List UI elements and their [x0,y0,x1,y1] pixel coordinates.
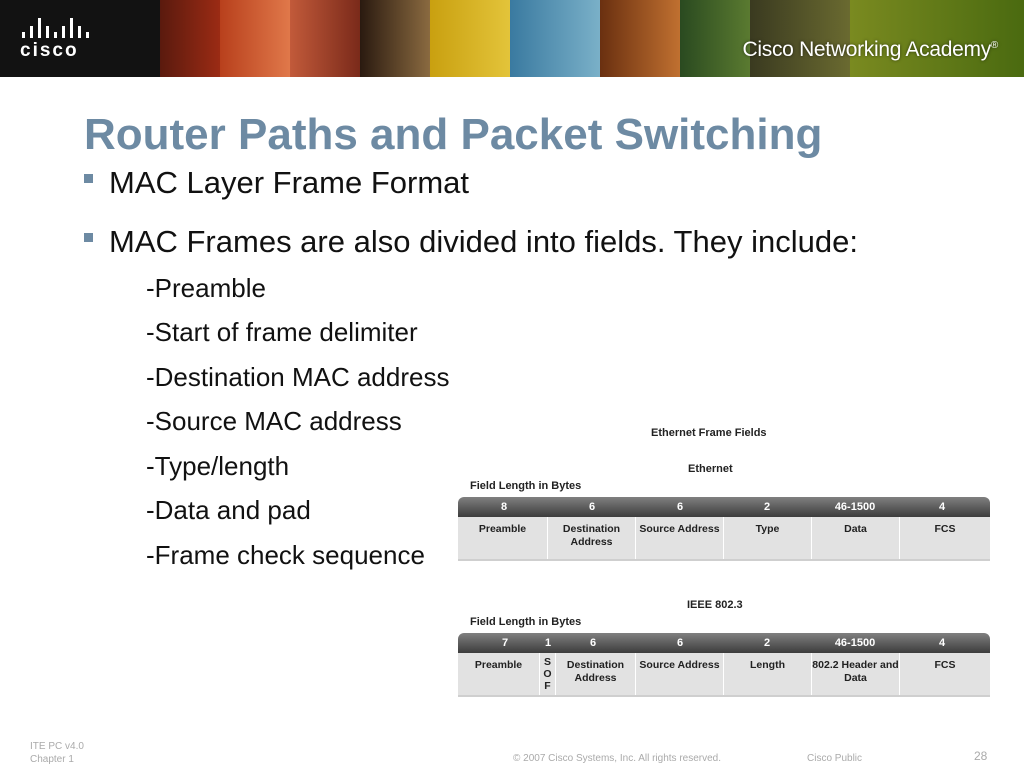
ieee-field-row [458,653,990,697]
length-value: 4 [938,637,946,649]
ieee-label: IEEE 802.3 [687,599,743,611]
length-value: 46-1500 [834,637,876,649]
length-value: 1 [544,637,552,649]
ethernet-label: Ethernet [688,463,733,475]
length-value: 2 [763,637,771,649]
classification-text: Cisco Public [807,753,863,764]
logo-text: cisco [20,40,79,61]
cisco-bridge-icon [22,18,92,38]
length-value: 6 [589,637,597,649]
diagram-title: Ethernet Frame Fields [651,427,767,439]
cisco-logo [0,0,160,77]
field-length-label: Field Length in Bytes [470,480,582,492]
bullet-square-icon [84,233,93,242]
length-value: 6 [676,501,684,513]
field-cell: Source Address [636,653,724,695]
ethernet-frame-diagram [458,420,990,710]
length-value: 6 [676,637,684,649]
bullet-item: MAC Frames are also divided into fields. They include: [84,224,858,260]
field-cell: Destination Address [556,653,636,695]
length-value: 6 [588,501,596,513]
sub-item: -Type/length [146,451,290,481]
field-cell: Length [724,653,812,695]
academy-logo: Cisco Networking Academy® [742,38,998,61]
sub-item: -Source MAC address [146,406,402,436]
length-value: 46-1500 [834,501,876,513]
field-cell: Source Address [636,517,724,559]
sub-item: -Data and pad [146,495,311,525]
field-cell: Preamble [458,653,540,695]
length-value: 2 [763,501,771,513]
sub-item: -Destination MAC address [146,362,450,392]
copyright-text: © 2007 Cisco Systems, Inc. All rights reserved. [513,753,722,764]
ieee-length-bar [458,633,990,653]
header-banner [0,0,1024,77]
field-cell: Preamble [458,517,548,559]
page-number: 28 [974,749,988,763]
sof-cell: S O F [540,653,556,695]
chapter-label: Chapter 1 [30,754,74,765]
ethernet-field-row [458,517,990,561]
slide-title: Router Paths and Packet Switching [84,110,823,159]
field-cell: FCS [934,523,956,535]
field-cell: Destination Address [548,517,636,559]
field-length-label: Field Length in Bytes [470,616,582,628]
sub-item: -Preamble [146,273,266,303]
field-cell: Type [724,517,812,559]
footer-course-info [30,740,84,766]
length-value: 7 [501,637,509,649]
ethernet-length-bar [458,497,990,517]
field-cell: FCS [934,659,956,671]
length-value: 8 [500,501,508,513]
bullet-item: MAC Layer Frame Format [84,165,469,201]
bullet-square-icon [84,174,93,183]
sub-item: -Frame check sequence [146,540,425,570]
field-cell: 802.2 Header and Data [812,653,900,695]
course-label: ITE PC v4.0 [30,741,84,752]
sub-item: -Start of frame delimiter [146,317,418,347]
length-value: 4 [938,501,946,513]
field-cell: Data [812,517,900,559]
